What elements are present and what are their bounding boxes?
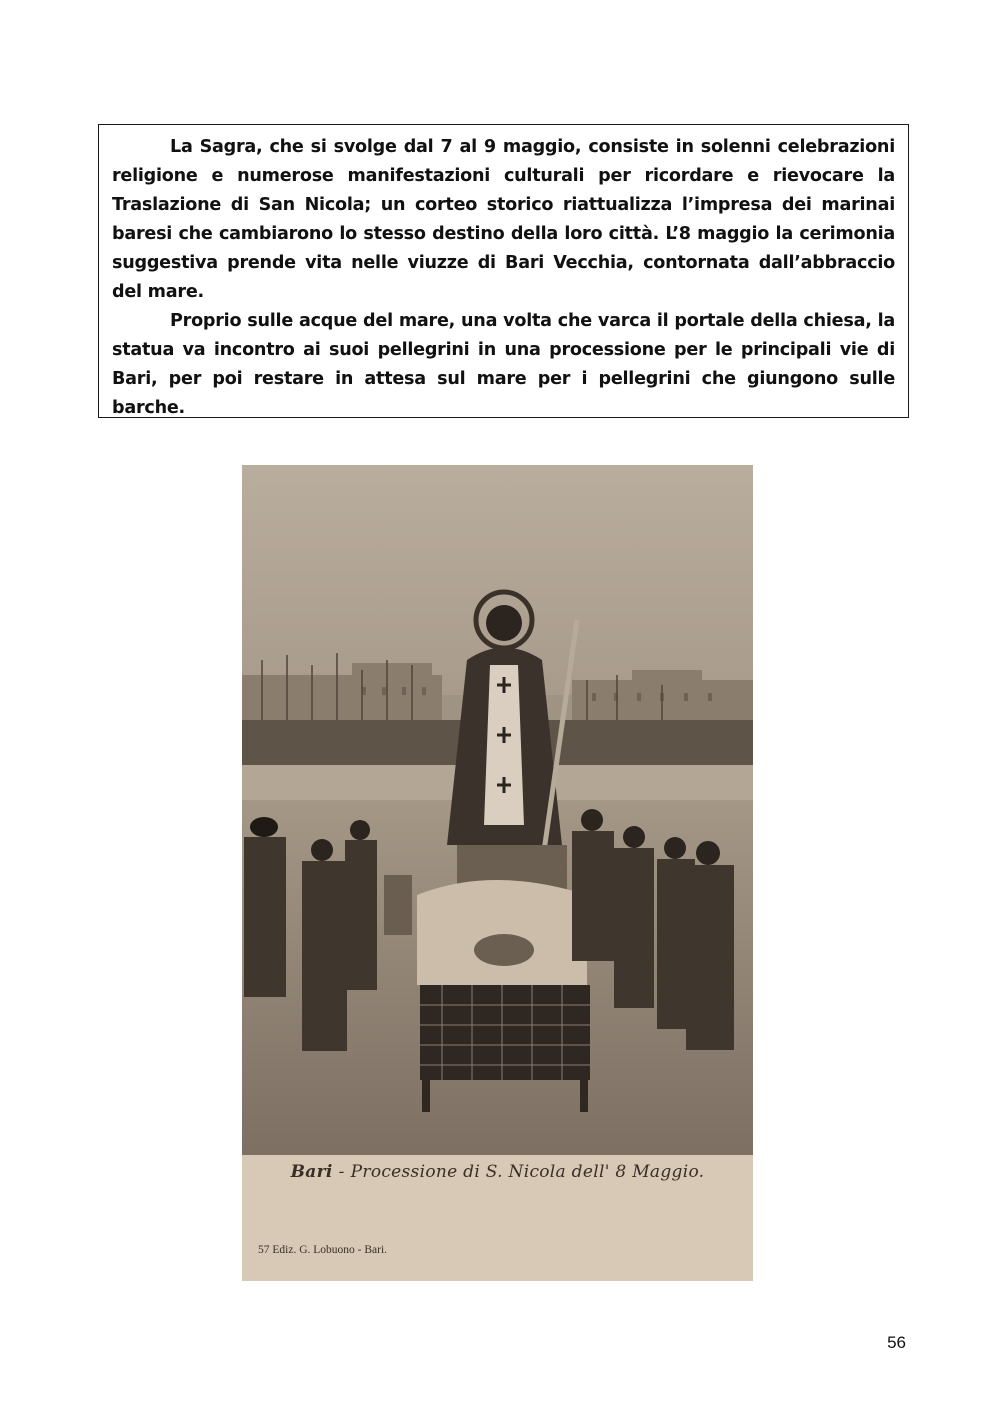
processional-litter [417, 880, 590, 1112]
procession-photo [242, 465, 753, 1155]
text-box [98, 124, 909, 418]
publisher-line: 57 Ediz. G. Lobuono - Bari. [258, 1244, 388, 1256]
caption-text: Processione di S. Nicola dell' 8 Maggio. [350, 1162, 705, 1182]
postcard-caption [242, 1156, 753, 1188]
paragraph-2: Proprio sulle acque del mare, una volta che varca il portale della chiesa, la statua va incontro ai suoi pellegrini in una processione per le principali vie di Bari, per poi restare in attesa sul mare per i pellegrini che giungono sulle barche. [112, 311, 895, 418]
page-number: 56 [887, 1333, 906, 1352]
caption-city: Bari [290, 1162, 333, 1182]
postcard-image [242, 465, 753, 1281]
paragraph-1: La Sagra, che si svolge dal 7 al 9 maggio, consiste in solenni celebrazioni religione e numerose manifestazioni culturali per ricordare e rievocare la Traslazione di San Nicola; un corteo storico riattualizza l’impresa dei marinai baresi che cambiarono lo stesso destino della loro città. L’8 maggio la cerimonia suggestiva prende vita nelle viuzze di Bari Vecchia, contornata dall’abbraccio del mare. [112, 137, 895, 302]
caption-separator: - [338, 1162, 345, 1182]
